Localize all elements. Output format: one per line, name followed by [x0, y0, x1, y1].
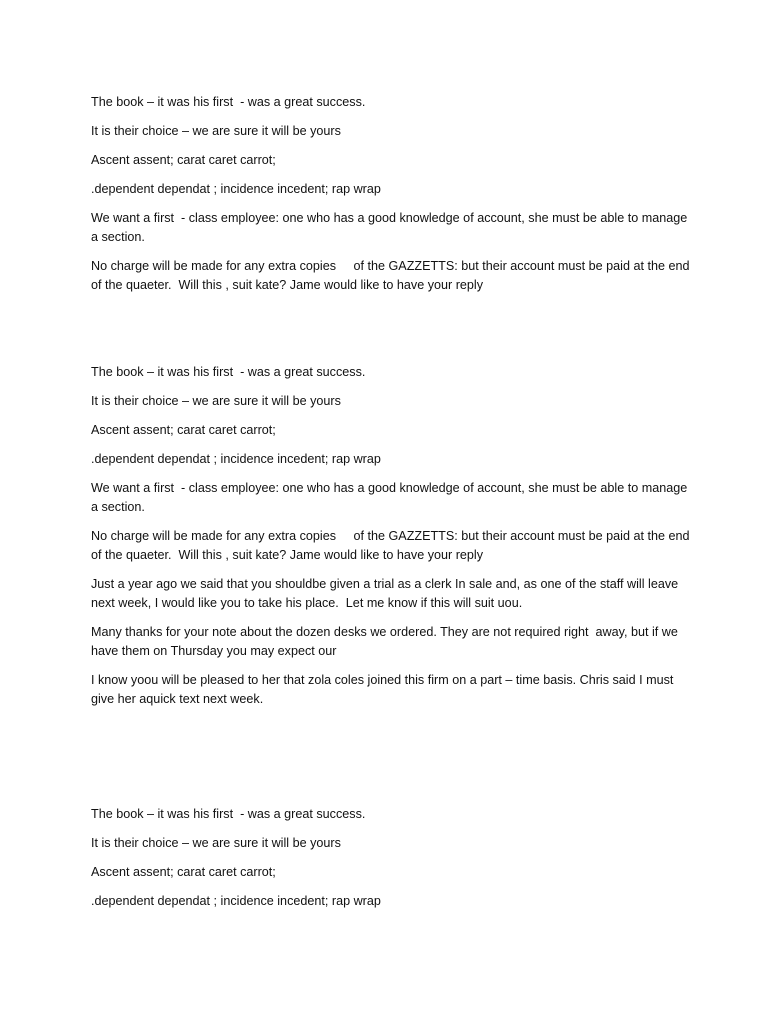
paragraph: Ascent assent; carat caret carrot; [91, 423, 276, 437]
paragraph: We want a first - class employee: one who has a good knowledge of account, she must be able to manage a section. [91, 211, 691, 244]
paragraph: No charge will be made for any extra copies of the GAZZETTS: but their account must be paid at the end of the quaeter. Will this , suit kate? Jame would like to have your reply [91, 529, 694, 562]
paragraph: Ascent assent; carat caret carrot; [91, 865, 276, 879]
text-block-3 [91, 805, 691, 921]
paragraph: .dependent dependat ; incidence incedent; rap wrap [91, 182, 381, 196]
paragraph: It is their choice – we are sure it will be yours [91, 394, 341, 408]
paragraph: The book – it was his first - was a great success. [91, 807, 366, 821]
paragraph: Ascent assent; carat caret carrot; [91, 153, 276, 167]
text-block-1 [91, 93, 694, 305]
paragraph: Just a year ago we said that you shouldbe given a trial as a clerk In sale and, as one of the staff will leave next week, I would like you to take his place. Let me know if this will suit uou. [91, 577, 682, 610]
paragraph: .dependent dependat ; incidence incedent; rap wrap [91, 894, 381, 908]
paragraph: I know yoou will be pleased to her that zola coles joined this firm on a part – time basis. Chris said I must give her aquick text next week. [91, 673, 677, 706]
paragraph: We want a first - class employee: one who has a good knowledge of account, she must be able to manage a section. [91, 481, 691, 514]
paragraph: The book – it was his first - was a great success. [91, 365, 366, 379]
paragraph: It is their choice – we are sure it will be yours [91, 836, 341, 850]
paragraph: No charge will be made for any extra copies of the GAZZETTS: but their account must be paid at the end of the quaeter. Will this , suit kate? Jame would like to have your reply [91, 259, 694, 292]
text-block-2 [91, 363, 694, 719]
paragraph: The book – it was his first - was a great success. [91, 95, 366, 109]
paragraph: Many thanks for your note about the dozen desks we ordered. They are not required right away, but if we have them on Thursday you may expect our [91, 625, 682, 658]
paragraph: It is their choice – we are sure it will be yours [91, 124, 341, 138]
paragraph: .dependent dependat ; incidence incedent; rap wrap [91, 452, 381, 466]
